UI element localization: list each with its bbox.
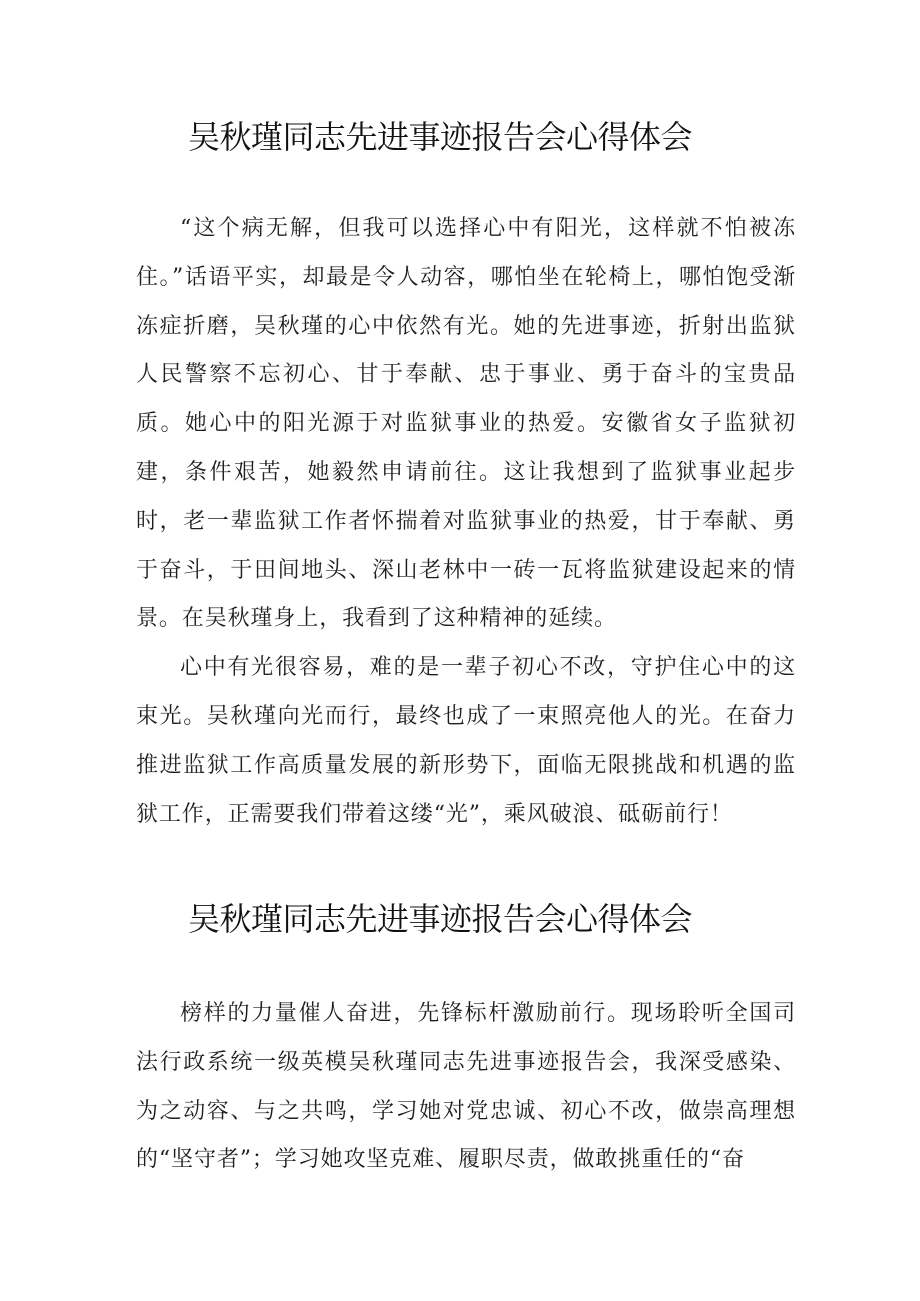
section-2-body xyxy=(136,990,796,1185)
section-1-paragraph-1: “这个病无解，但我可以选择心中有阳光，这样就不怕被冻住。”话语平实，却最是令人动容，哪怕坐在轮椅上，哪怕饱受渐冻症折磨，吴秋瑾的心中依然有光。她的先进事迹，折射出监狱人民警察不忘初心、甘于奉献、忠于事业、勇于奋斗的宝贵品质。她心中的阳光源于对监狱事业的热爱。安徽省女子监狱初建，条件艰苦，她毅然申请前往。这让我想到了监狱事业起步时，老一辈监狱工作者怀揣着对监狱事业的热爱，甘于奉献、勇于奋斗，于田间地头、深山老林中一砖一瓦将监狱建设起来的情景。在吴秋瑾身上，我看到了这种精神的延续。 xyxy=(136,216,796,632)
section-1-body xyxy=(136,205,796,839)
section-1-paragraph-2: 心中有光很容易，难的是一辈子初心不改，守护住心中的这束光。吴秋瑾向光而行，最终也成了一束照亮他人的光。在奋力推进监狱工作高质量发展的新形势下，面临无限挑战和机遇的监狱工作，正需要我们带着这缕“光”，乘风破浪、砥砺前行！ xyxy=(136,655,796,827)
section-2-title: 吴秋瑾同志先进事迹报告会心得体会 xyxy=(187,900,692,938)
section-2-paragraph-1: 榜样的力量催人奋进，先锋标杆激励前行。现场聆听全国司法行政系统一级英模吴秋瑾同志先进事迹报告会，我深受感染、为之动容、与之共鸣，学习她对党忠诚、初心不改，做崇高理想的“坚守者”；学习她攻坚克难、履职尽责，做敢挑重任的“奋 xyxy=(136,1001,796,1173)
section-1-title: 吴秋瑾同志先进事迹报告会心得体会 xyxy=(187,118,692,156)
